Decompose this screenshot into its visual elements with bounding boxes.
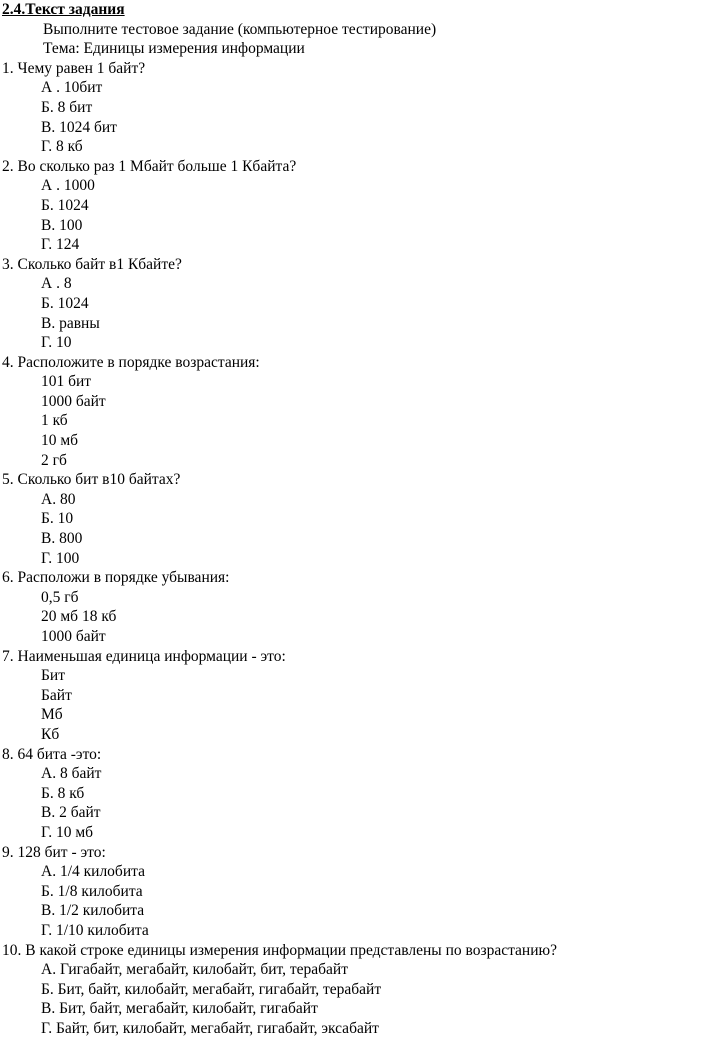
answer-option: Б. 8 бит <box>41 98 93 116</box>
question-block <box>0 843 704 941</box>
answer-option: Б. 1024 <box>41 196 89 214</box>
answer-option: Г. 1/10 килобита <box>41 921 149 939</box>
question-text: 5. Сколько бит в10 байтах? <box>2 471 181 489</box>
answer-option: А. 1/4 килобита <box>41 863 145 881</box>
answer-option: Г. Байт, бит, килобайт, мегабайт, гигабайт, эксабайт <box>41 1019 379 1037</box>
answer-option: Кб <box>41 725 60 743</box>
answer-option: 101 бит <box>41 373 92 391</box>
answer-option: Г. 8 кб <box>41 138 83 156</box>
answer-option: 10 мб <box>41 432 79 450</box>
intro-block <box>0 20 704 59</box>
question-block <box>0 568 704 646</box>
answer-option: А. 80 <box>41 490 76 508</box>
question-list <box>0 59 704 1039</box>
question-text: 6. Расположи в порядке убывания: <box>2 569 230 587</box>
intro-instruction: Выполните тестовое задание (компьютерное тестирование) <box>43 20 437 38</box>
answer-option: В. 2 байт <box>41 804 101 822</box>
answer-option: Г. 124 <box>41 236 80 254</box>
answer-option: А . 10бит <box>41 79 103 97</box>
answer-option: Бит <box>41 667 65 685</box>
question-text: 7. Наименьшая единица информации - это: <box>2 647 286 665</box>
question-block <box>0 59 704 157</box>
question-block <box>0 353 704 471</box>
answer-option: В. 1024 бит <box>41 118 117 136</box>
answer-option: 20 мб 18 кб <box>41 608 117 626</box>
question-text: 3. Сколько байт в1 Кбайте? <box>2 255 182 273</box>
answer-option: Б. Бит, байт, килобайт, мегабайт, гигабайт, терабайт <box>41 980 382 998</box>
question-block <box>0 941 704 1039</box>
answer-option: 2 гб <box>41 451 67 469</box>
answer-option: 0,5 гб <box>41 588 79 606</box>
question-text: 8. 64 бита -это: <box>2 745 102 763</box>
section-heading: 2.4.Текст задания <box>2 1 125 18</box>
question-block <box>0 255 704 353</box>
answer-option: Г. 100 <box>41 549 80 567</box>
question-block <box>0 647 704 745</box>
answer-option: 1 кб <box>41 412 68 430</box>
question-text: 2. Во сколько раз 1 Мбайт больше 1 Кбайта? <box>2 157 297 175</box>
answer-option: Мб <box>41 706 63 724</box>
answer-option: А . 8 <box>41 275 72 293</box>
answer-option: В. равны <box>41 314 100 332</box>
answer-option: В. 100 <box>41 216 83 234</box>
question-block <box>0 745 704 843</box>
question-block <box>0 470 704 568</box>
answer-option: 1000 байт <box>41 628 106 645</box>
question-text: 4. Расположите в порядке возрастания: <box>2 353 260 371</box>
question-block <box>0 157 704 255</box>
intro-topic: Тема: Единицы измерения информации <box>43 40 305 58</box>
answer-option: В. 1/2 килобита <box>41 902 145 920</box>
answer-option: В. 800 <box>41 530 83 548</box>
answer-option: Г. 10 мб <box>41 823 94 841</box>
answer-option: Б. 1/8 килобита <box>41 882 143 900</box>
question-text: 10. В какой строке единицы измерения информации представлены по возрастанию? <box>2 941 557 959</box>
answer-option: А . 1000 <box>41 177 95 195</box>
answer-option: Б. 10 <box>41 510 74 528</box>
question-text: 1. Чему равен 1 байт? <box>2 59 146 77</box>
answer-option: Б. 1024 <box>41 294 89 312</box>
answer-option: А. 8 байт <box>41 765 102 783</box>
answer-option: Б. 8 кб <box>41 784 85 802</box>
answer-option: 1000 байт <box>41 392 106 410</box>
answer-option: А. Гигабайт, мегабайт, килобайт, бит, терабайт <box>41 961 348 979</box>
answer-option: В. Бит, байт, мегабайт, килобайт, гигабайт <box>41 1000 318 1018</box>
question-text: 9. 128 бит - это: <box>2 843 106 861</box>
answer-option: Г. 10 <box>41 334 72 352</box>
answer-option: Байт <box>41 686 72 704</box>
